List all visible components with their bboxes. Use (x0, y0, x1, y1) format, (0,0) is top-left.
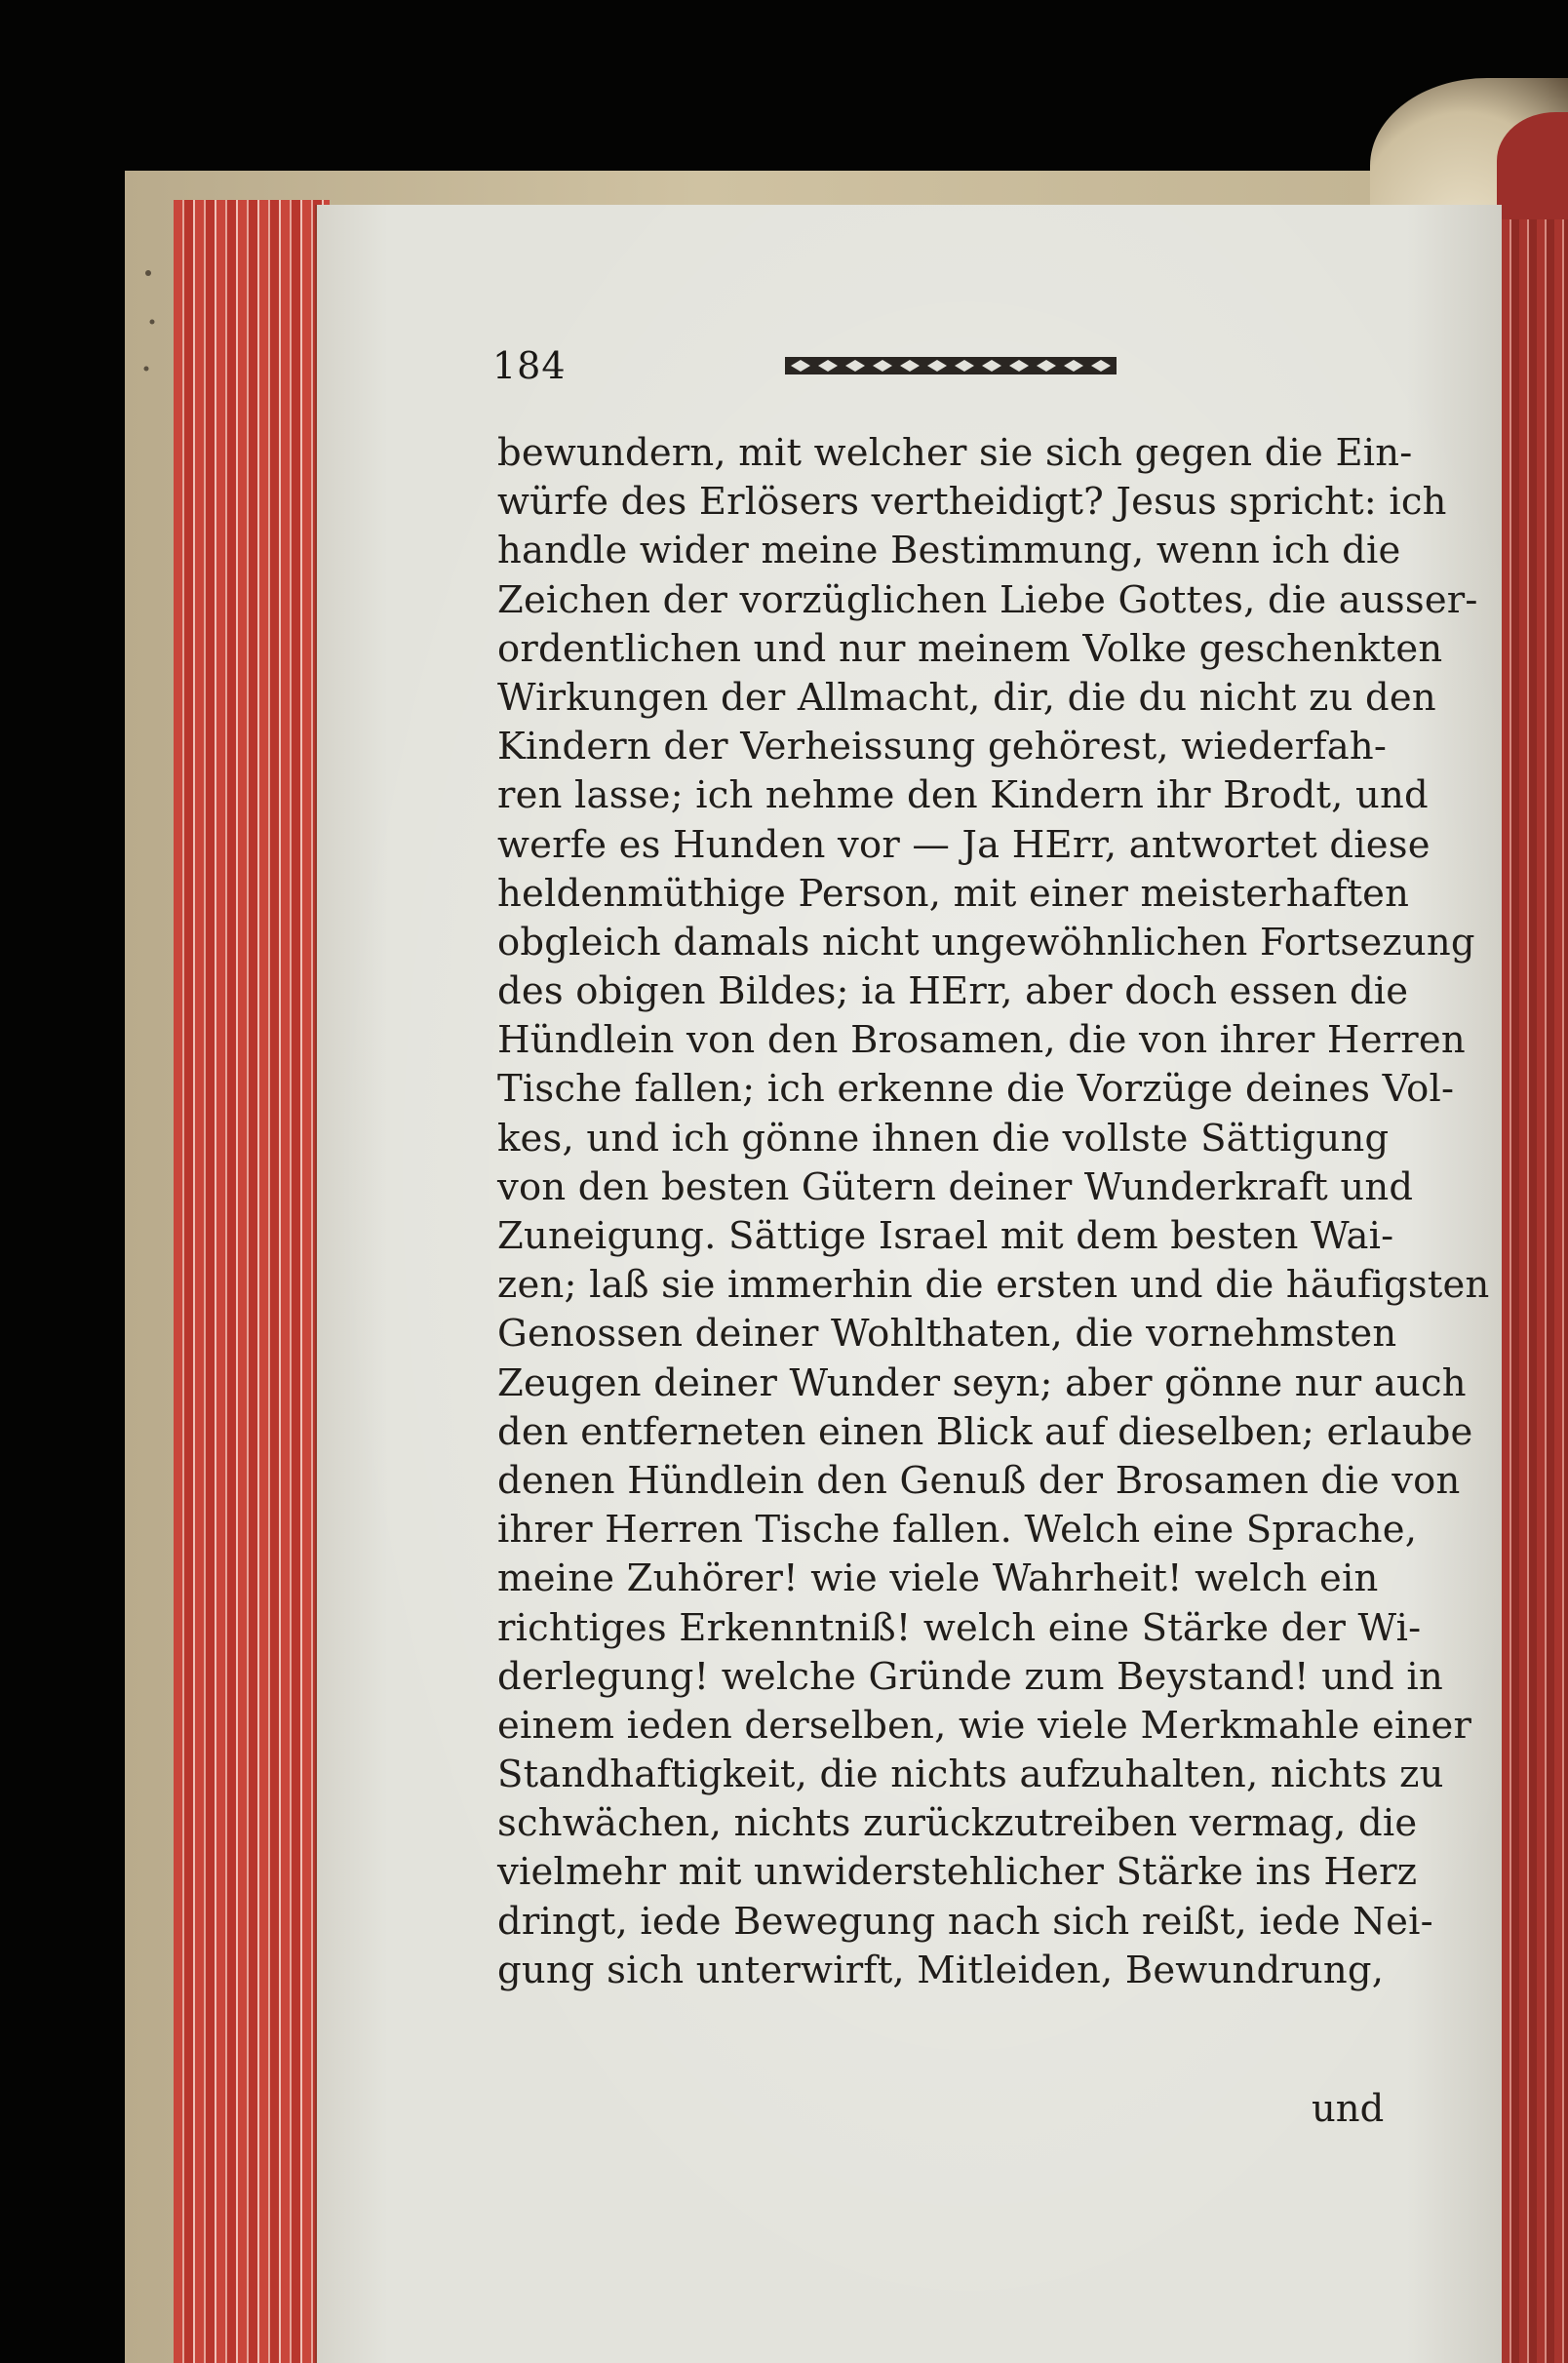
text-line: Wirkungen der Allmacht, dir, die du nicht zu den (497, 675, 1436, 720)
text-line: einem ieden derselben, wie viele Merkmahle einer (497, 1703, 1472, 1748)
text-line: denen Hündlein den Genuß der Brosamen die von (497, 1458, 1461, 1503)
text-line: ren lasse; ich nehme den Kindern ihr Brodt, und (497, 773, 1429, 818)
page-number: 184 (492, 344, 567, 387)
text-line: würfe des Erlösers vertheidigt? Jesus spricht: ich (497, 480, 1447, 525)
text-line: dringt, iede Bewegung nach sich reißt, iede Nei- (497, 1899, 1433, 1944)
text-line: schwächen, nichts zurückzutreiben vermag, die (497, 1801, 1418, 1846)
text-line: von den besten Gütern deiner Wunderkraft und (497, 1164, 1414, 1209)
text-line: ordentlichen und nur meinem Volke geschenkten (497, 626, 1443, 671)
text-line: obgleich damals nicht ungewöhnlichen Fortsezung (497, 920, 1475, 965)
header-ornament-rule (785, 354, 1117, 377)
text-line: werfe es Hunden vor — Ja HErr, antwortet diese (497, 822, 1431, 867)
text-line: bewundern, mit welcher sie sich gegen die Ein- (497, 431, 1413, 475)
text-line: des obigen Bildes; ia HErr, aber doch essen die (497, 969, 1409, 1014)
text-line: Standhaftigkeit, die nichts aufzuhalten, nichts zu (497, 1753, 1444, 1797)
text-line: Zuneigung. Sättige Israel mit dem besten Wai- (497, 1214, 1394, 1258)
text-line: Genossen deiner Wohlthaten, die vornehmsten (497, 1312, 1397, 1357)
body-text (497, 429, 1490, 1995)
text-line: Zeugen deiner Wunder seyn; aber gönne nur auch (497, 1360, 1467, 1405)
text-line: vielmehr mit unwiderstehlicher Stärke ins Herz (497, 1850, 1418, 1895)
red-fore-edge-left (174, 200, 330, 2363)
text-line: meine Zuhörer! wie viele Wahrheit! welch ein (497, 1556, 1379, 1601)
text-line: gung sich unterwirft, Mitleiden, Bewundrung, (497, 1948, 1385, 1992)
page-header (492, 344, 1126, 393)
binding-thread-dots (137, 254, 166, 390)
text-line: richtiges Erkenntniß! welch eine Stärke der Wi- (497, 1605, 1422, 1650)
text-line: zen; laß sie immerhin die ersten und die häufigsten (497, 1263, 1490, 1308)
text-line: kes, und ich gönne ihnen die vollste Sättigung (497, 1116, 1390, 1161)
catchword: und (1312, 2087, 1385, 2131)
text-line: Kindern der Verheissung gehörest, wiederfah- (497, 725, 1388, 769)
text-line: Hündlein von den Brosamen, die von ihrer Herren (497, 1018, 1466, 1063)
text-line: den entferneten einen Blick auf dieselben; erlaube (497, 1409, 1473, 1454)
text-line: handle wider meine Bestimmung, wenn ich die (497, 529, 1401, 573)
text-line: Tische fallen; ich erkenne die Vorzüge deines Vol- (497, 1067, 1455, 1112)
text-line: ihrer Herren Tische fallen. Welch eine Sprache, (497, 1508, 1418, 1553)
text-line: heldenmüthige Person, mit einer meisterhaften (497, 871, 1410, 916)
red-fore-edge-right (1502, 219, 1568, 2363)
text-line: Zeichen der vorzüglichen Liebe Gottes, die ausser- (497, 577, 1478, 622)
text-line: derlegung! welche Gründe zum Beystand! und in (497, 1654, 1443, 1699)
